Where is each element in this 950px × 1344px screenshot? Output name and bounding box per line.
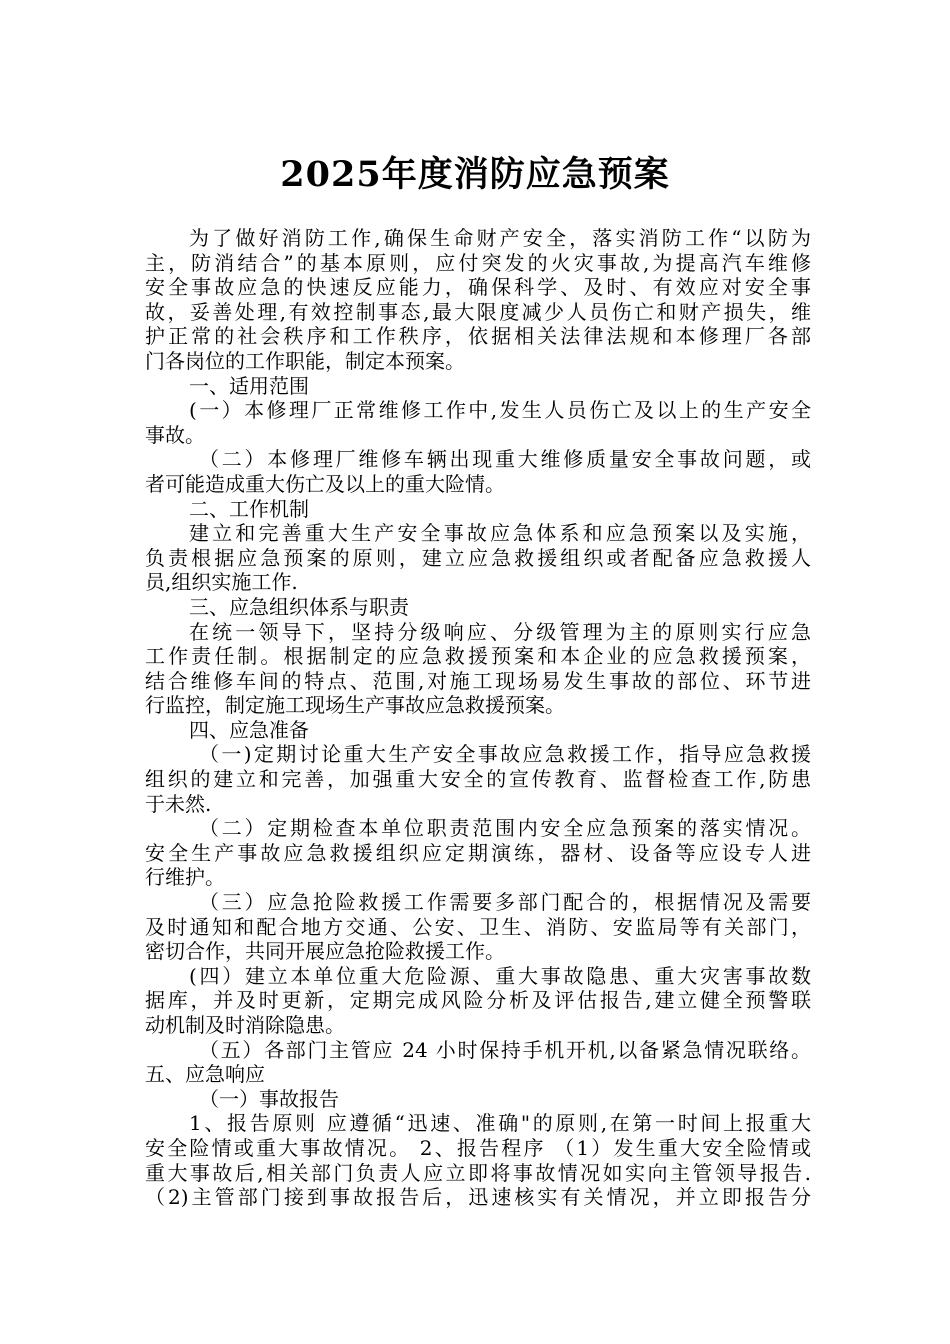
paragraph-line: 门各岗位的工作职能，制定本预案。: [145, 348, 465, 373]
paragraph-line: 安全生产事故应急救援组织应定期演练，器材、设备等应设专人进: [145, 840, 811, 865]
paragraph-line: 建立和完善重大生产安全事故应急体系和应急预案以及实施，: [189, 521, 811, 546]
paragraph-line: 事故。: [145, 422, 205, 447]
paragraph-line: 组织的建立和完善，加强重大安全的宣传教育、监督检查工作,防患: [145, 767, 811, 792]
paragraph-line: 三、应急组织体系与职责: [189, 594, 409, 619]
paragraph-line: 护正常的社会秩序和工作秩序，依据相关法律法规和本修理厂各部: [145, 324, 811, 349]
paragraph-line: 1、报告原则 应遵循“迅速、准确"的原则,在第一时间上报重大: [189, 1111, 811, 1136]
paragraph-line: 为了做好消防工作,确保生命财产安全，落实消防工作“以防为: [189, 226, 811, 250]
paragraph-line: 负责根据应急预案的原则，建立应急救援组织或者配备应急救援人: [145, 545, 811, 570]
paragraph-line: （二）定期检查本单位职责范围内安全应急预案的落实情况。: [199, 816, 811, 841]
paragraph-line: 重大事故后,相关部门负责人应立即将事故情况如实向主管领导报告.: [145, 1160, 811, 1185]
document-body: [145, 226, 811, 1210]
paragraph-line: 故，妥善处理,有效控制事态,最大限度减少人员伤亡和财产损失，维: [145, 299, 811, 324]
paragraph-line: （2)主管部门接到事故报告后，迅速核实有关情况，并立即报告分: [145, 1185, 811, 1210]
paragraph-line: 结合维修车间的特点、范围,对施工现场易发生事故的部位、环节进: [145, 668, 811, 693]
paragraph-line: 据库，并及时更新，定期完成风险分析及评估报告,建立健全预警联: [145, 988, 811, 1013]
paragraph-line: 工作责任制。根据制定的应急救援预案和本企业的应急救援预案，: [145, 644, 811, 669]
paragraph-line: 行监控，制定施工现场生产事故应急救援预案。: [145, 693, 565, 718]
paragraph-line: （五）各部门主管应 24 小时保持手机开机,以备紧急情况联络。: [199, 1037, 811, 1062]
paragraph-line: （二）本修理厂维修车辆出现重大维修质量安全事故问题，或: [199, 447, 811, 472]
paragraph-line: 行维护。: [145, 865, 225, 890]
paragraph-line: 主，防消结合”的基本原则，应付突发的火灾事故,为提高汽车维修: [145, 250, 811, 275]
paragraph-line: （一)定期讨论重大生产安全事故应急救援工作，指导应急救援: [199, 742, 811, 767]
paragraph-line: 动机制及时消除隐患。: [145, 1013, 345, 1037]
paragraph-line: (一）本修理厂正常维修工作中,发生人员伤亡及以上的生产安全: [189, 398, 811, 423]
document-title: 2025年度消防应急预案: [280, 154, 670, 195]
paragraph-line: 在统一领导下，坚持分级响应、分级管理为主的原则实行应急: [189, 619, 811, 644]
paragraph-line: 及时通知和配合地方交通、公安、卫生、消防、安监局等有关部门，: [145, 914, 811, 939]
paragraph-line: 员,组织实施工作.: [145, 570, 298, 595]
paragraph-line: （三）应急抢险救援工作需要多部门配合的，根据情况及需要: [199, 890, 811, 915]
paragraph-line: （一）事故报告: [199, 1086, 339, 1111]
paragraph-line: 五、应急响应: [145, 1062, 265, 1087]
paragraph-line: 密切合作，共同开展应急抢险救援工作。: [145, 939, 505, 964]
paragraph-line: 四、应急准备: [189, 717, 309, 742]
paragraph-line: 安全险情或重大事故情况。 2、报告程序 （1）发生重大安全险情或: [145, 1135, 811, 1160]
paragraph-line: 安全事故应急的快速反应能力，确保科学、及时、有效应对安全事: [145, 275, 811, 300]
paragraph-line: 一、适用范围: [189, 373, 309, 398]
paragraph-line: (四）建立本单位重大危险源、重大事故隐患、重大灾害事故数: [189, 963, 811, 988]
paragraph-line: 于未然.: [145, 791, 212, 816]
paragraph-line: 二、工作机制: [189, 496, 309, 521]
paragraph-line: 者可能造成重大伤亡及以上的重大险情。: [145, 471, 505, 496]
